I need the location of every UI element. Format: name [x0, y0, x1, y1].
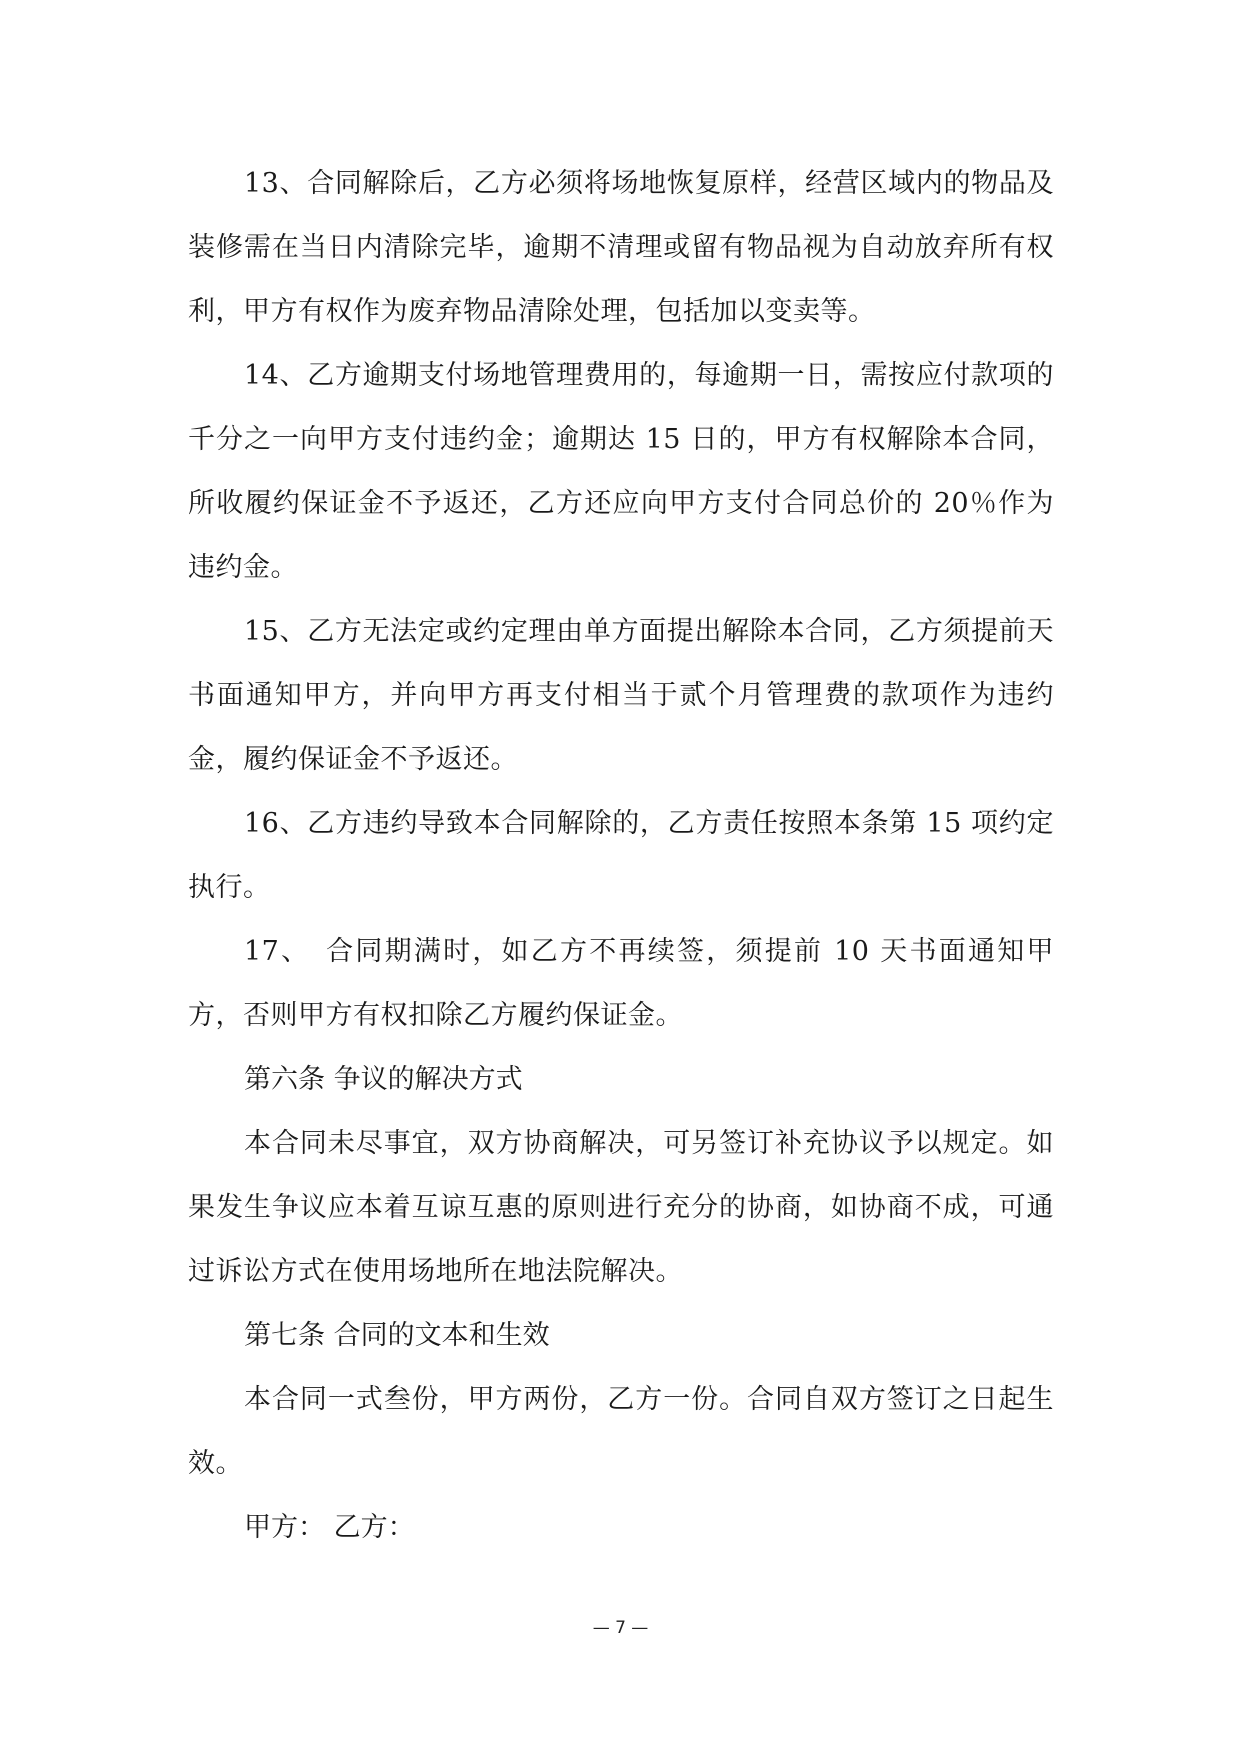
clause-17: 17、 合同期满时，如乙方不再续签，须提前 10 天书面通知甲方，否则甲方有权扣除乙方履约保证金。 — [188, 936, 1054, 1031]
document-body — [188, 152, 1054, 1560]
section-6-body: 本合同未尽事宜，双方协商解决，可另签订补充协议予以规定。如果发生争议应本着互谅互惠的原则进行充分的协商，如协商不成，可通过诉讼方式在使用场地所在地法院解决。 — [188, 1128, 1054, 1287]
clause-16: 16、乙方违约导致本合同解除的，乙方责任按照本条第 15 项约定执行。 — [188, 808, 1054, 903]
page-number: — 7 — — [592, 1618, 649, 1638]
clause-14: 14、乙方逾期支付场地管理费用的，每逾期一日，需按应付款项的千分之一向甲方支付违约金；逾期达 15 日的，甲方有权解除本合同，所收履约保证金不予返还，乙方还应向甲方支付合同总价的 20％作为违约金。 — [188, 360, 1054, 583]
section-7-heading: 第七条 合同的文本和生效 — [244, 1320, 550, 1351]
signature-line: 甲方： 乙方： — [244, 1512, 415, 1543]
section-7-body: 本合同一式叁份，甲方两份，乙方一份。合同自双方签订之日起生效。 — [188, 1384, 1054, 1479]
clause-15: 15、乙方无法定或约定理由单方面提出解除本合同，乙方须提前天书面通知甲方，并向甲方再支付相当于贰个月管理费的款项作为违约金，履约保证金不予返还。 — [188, 616, 1054, 775]
section-6-heading: 第六条 争议的解决方式 — [244, 1064, 523, 1095]
clause-13: 13、合同解除后，乙方必须将场地恢复原样，经营区域内的物品及装修需在当日内清除完毕，逾期不清理或留有物品视为自动放弃所有权利，甲方有权作为废弃物品清除处理，包括加以变卖等。 — [188, 168, 1054, 327]
